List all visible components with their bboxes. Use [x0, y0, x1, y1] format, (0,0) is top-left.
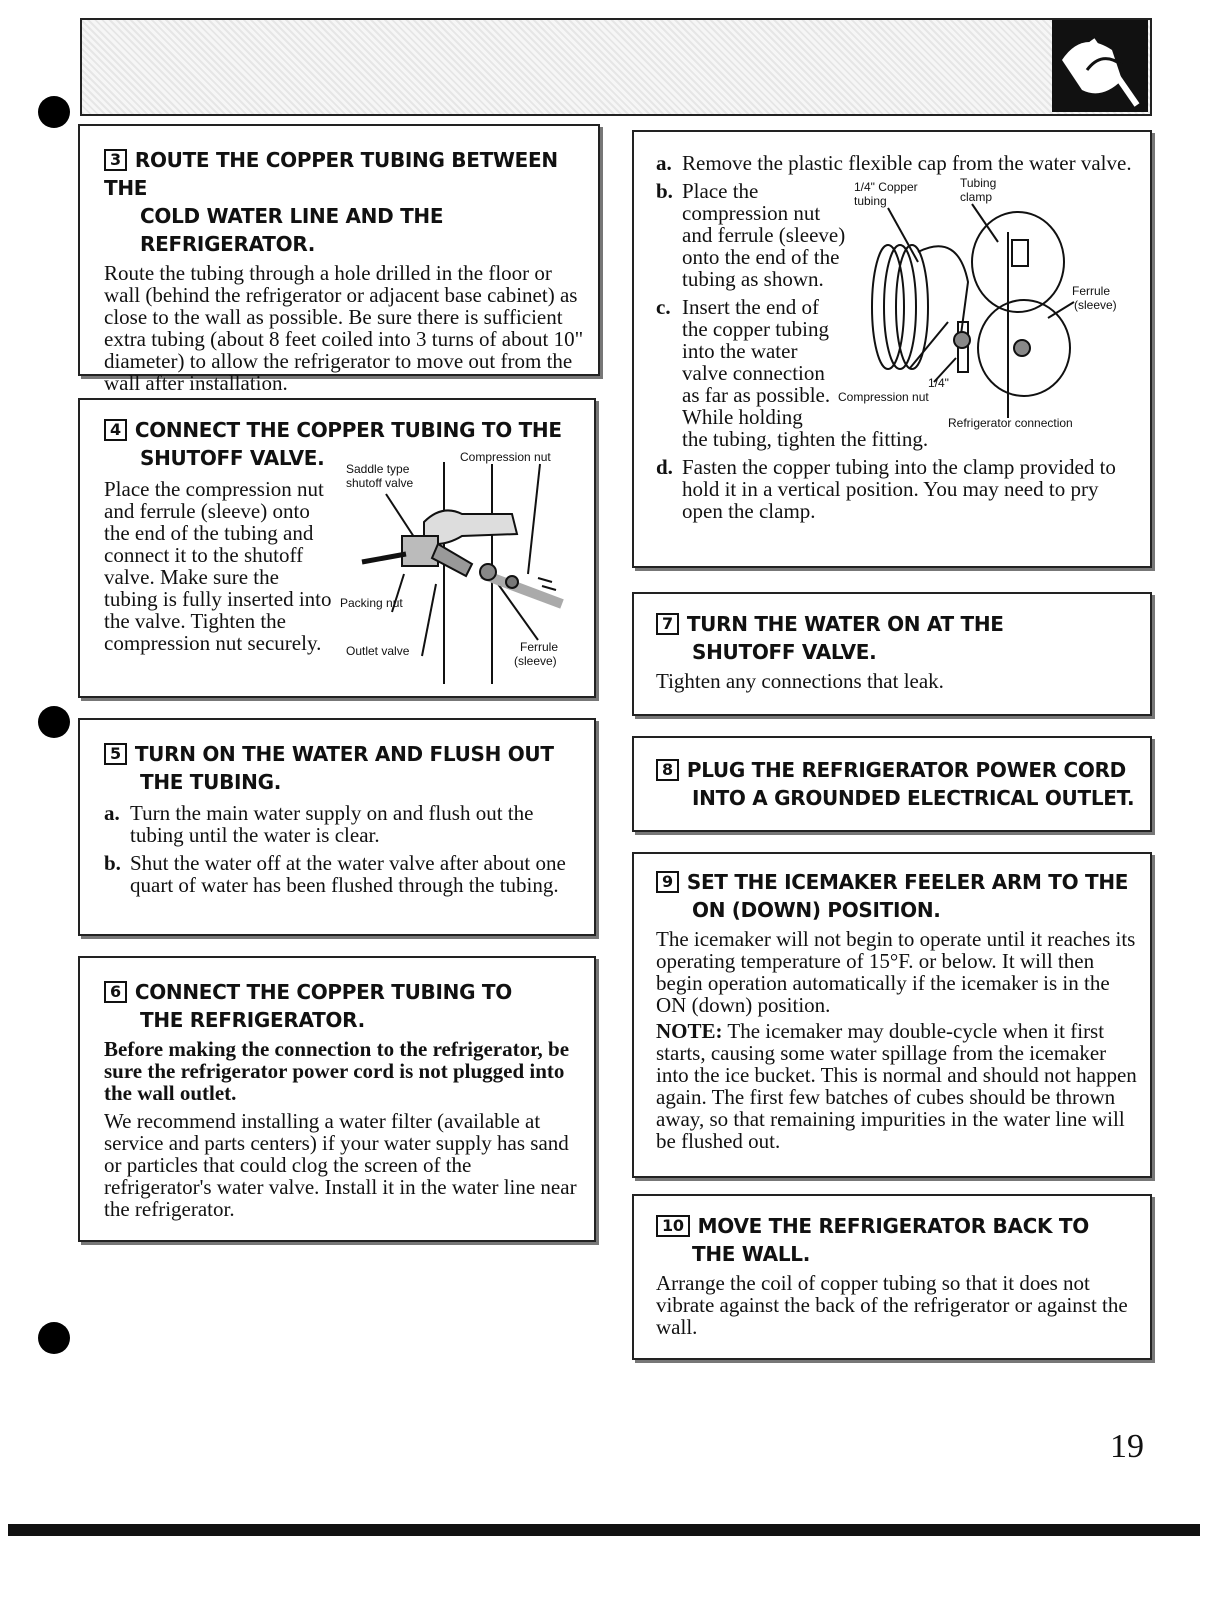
footer-rule — [8, 1524, 1200, 1536]
step-number: 7 — [656, 613, 679, 635]
step-4-body: Place the compression nut and ferrule (sleeve) onto the end of the tubing and connect it to the shutoff valve. Make sure the tubing is fully inserted into the valve. Tighten the compression nut securely. — [104, 477, 332, 655]
step-6-title: 6 CONNECT THE COPPER TUBING TO — [104, 978, 584, 1006]
step-3-title-line2: COLD WATER LINE AND THE REFRIGERATOR. — [140, 204, 444, 256]
step-5-item-a: a. Turn the main water supply on and flush out the tubing until the water is clear. — [104, 801, 534, 847]
step-9-title: 9 SET THE ICEMAKER FEELER ARM TO THE — [656, 868, 1140, 896]
step-5-title-line2: THE TUBING. — [140, 770, 282, 794]
refrigerator-connection-diagram — [838, 172, 1148, 452]
label-compression-nut: Compression nut — [460, 450, 551, 464]
binder-hole — [38, 96, 70, 128]
step-7-title: 7 TURN THE WATER ON AT THE — [656, 610, 1136, 638]
label-shutoff-valve: shutoff valve — [346, 476, 414, 490]
label-ferrule: Ferrule — [1072, 284, 1111, 298]
step-5-item-b: b. Shut the water off at the water valve after about one quart of water has been flushed through the tubing. — [104, 851, 566, 897]
step-number: 9 — [656, 871, 679, 893]
step-6-warning: Before making the connection to the refrigerator, be sure the refrigerator power cord is not plugged into the wall outlet. — [104, 1037, 570, 1105]
step-9-note: NOTE: The icemaker may double-cycle when it first starts, causing some water spillage from the icemaker into the ice bucket. This is normal and should not happen again. The first few batches of cubes should be thrown away, so that remaining impurities in the water line will be flushed out. — [656, 1019, 1137, 1153]
step-number: 8 — [656, 759, 679, 781]
valve-drawing — [342, 444, 592, 688]
hand-wrench-icon — [1052, 20, 1148, 112]
label-saddle-type: Saddle type — [346, 462, 410, 476]
binder-hole — [38, 706, 70, 738]
label-compression-nut: Compression nut — [838, 390, 929, 404]
step-6-box — [78, 956, 596, 1242]
page-number: 19 — [1110, 1428, 1144, 1465]
step-4-box — [78, 398, 596, 698]
step-6-item-b: b. Place the compression nut and ferrule (sleeve) onto the end of the tubing as shown. — [656, 179, 846, 291]
label-tubing-clamp: Tubing — [960, 176, 997, 190]
step-number: 3 — [104, 149, 127, 171]
step-3-title: 3 ROUTE THE COPPER TUBING BETWEEN THE — [104, 148, 558, 200]
step-10-body: Arrange the coil of copper tubing so that it does not vibrate against the back of the refrigerator or against the wall. — [656, 1271, 1128, 1339]
step-7-box — [632, 592, 1152, 716]
step-6-title-line2: THE REFRIGERATOR. — [140, 1008, 365, 1032]
label-clamp: clamp — [960, 190, 993, 204]
step-number: 6 — [104, 981, 127, 1003]
step-9-body: The icemaker will not begin to operate until it reaches its operating temperature of 15°F. or below. It will then begin operation automatically if the icemaker is in the ON (down) position. — [656, 927, 1136, 1017]
step-5-title: 5 TURN ON THE WATER AND FLUSH OUT — [104, 740, 584, 768]
label-sleeve: (sleeve) — [1074, 298, 1117, 312]
binder-hole — [38, 1322, 70, 1354]
step-6-continued-box — [632, 130, 1152, 568]
step-3-body: Route the tubing through a hole drilled in the floor or wall (behind the refrigerator or adjacent base cabinet) as close to the wall as possible. Be sure there is sufficient extra tubing (about 8 feet coiled into 3 turns of about 10" diameter) to allow the refrigerator to move out from the wall after installation. — [104, 261, 584, 395]
step-10-title: 10 MOVE THE REFRIGERATOR BACK TO — [656, 1212, 1140, 1240]
label-outlet-valve: Outlet valve — [346, 644, 410, 658]
header-band — [80, 18, 1152, 116]
step-8-box — [632, 736, 1152, 832]
shutoff-valve-diagram — [342, 444, 592, 688]
step-10-title-line2: THE WALL. — [692, 1242, 811, 1266]
step-number: 5 — [104, 743, 127, 765]
label-copper-tubing: 1/4" Copper — [854, 180, 918, 194]
label-quarter-inch: 1/4" — [928, 376, 949, 390]
coil-drawing — [848, 172, 1148, 452]
step-8-title-line2: INTO A GROUNDED ELECTRICAL OUTLET. — [692, 786, 1135, 810]
step-3-box — [78, 124, 600, 395]
step-number: 10 — [656, 1215, 690, 1237]
step-9-box — [632, 852, 1152, 1178]
step-6-item-a: a. Remove the plastic flexible cap from the water valve. — [656, 151, 1132, 175]
step-8-title: 8 PLUG THE REFRIGERATOR POWER CORD — [656, 756, 1136, 784]
label-sleeve: (sleeve) — [514, 654, 557, 668]
step-number: 4 — [104, 419, 127, 441]
label-packing-nut: Packing nut — [340, 596, 403, 610]
step-6-item-c: c. Insert the end of the copper tubing into the water valve connection as far as possible. While holding the tubing, tighten the fitting. — [656, 295, 929, 451]
step-4-title-line2: SHUTOFF VALVE. — [140, 446, 325, 470]
label-ferrule: Ferrule — [520, 640, 559, 654]
step-6-item-d: d. Fasten the copper tubing into the clamp provided to hold it in a vertical position. You may need to pry open the clamp. — [656, 455, 1116, 523]
step-4-title: 4 CONNECT THE COPPER TUBING TO THE — [104, 416, 584, 444]
step-6-body: We recommend installing a water filter (available at service and parts centers) if your water supply has sand or particles that could clog the screen of the refrigerator's water valve. Install it in the water line near the refrigerator. — [104, 1109, 577, 1221]
label-refrigerator-connection: Refrigerator connection — [948, 416, 1073, 430]
step-9-title-line2: ON (DOWN) POSITION. — [692, 898, 941, 922]
label-tubing: tubing — [854, 194, 887, 208]
step-5-box — [78, 718, 596, 936]
step-7-body: Tighten any connections that leak. — [656, 669, 944, 693]
step-10-box — [632, 1194, 1152, 1360]
step-7-title-line2: SHUTOFF VALVE. — [692, 640, 877, 664]
